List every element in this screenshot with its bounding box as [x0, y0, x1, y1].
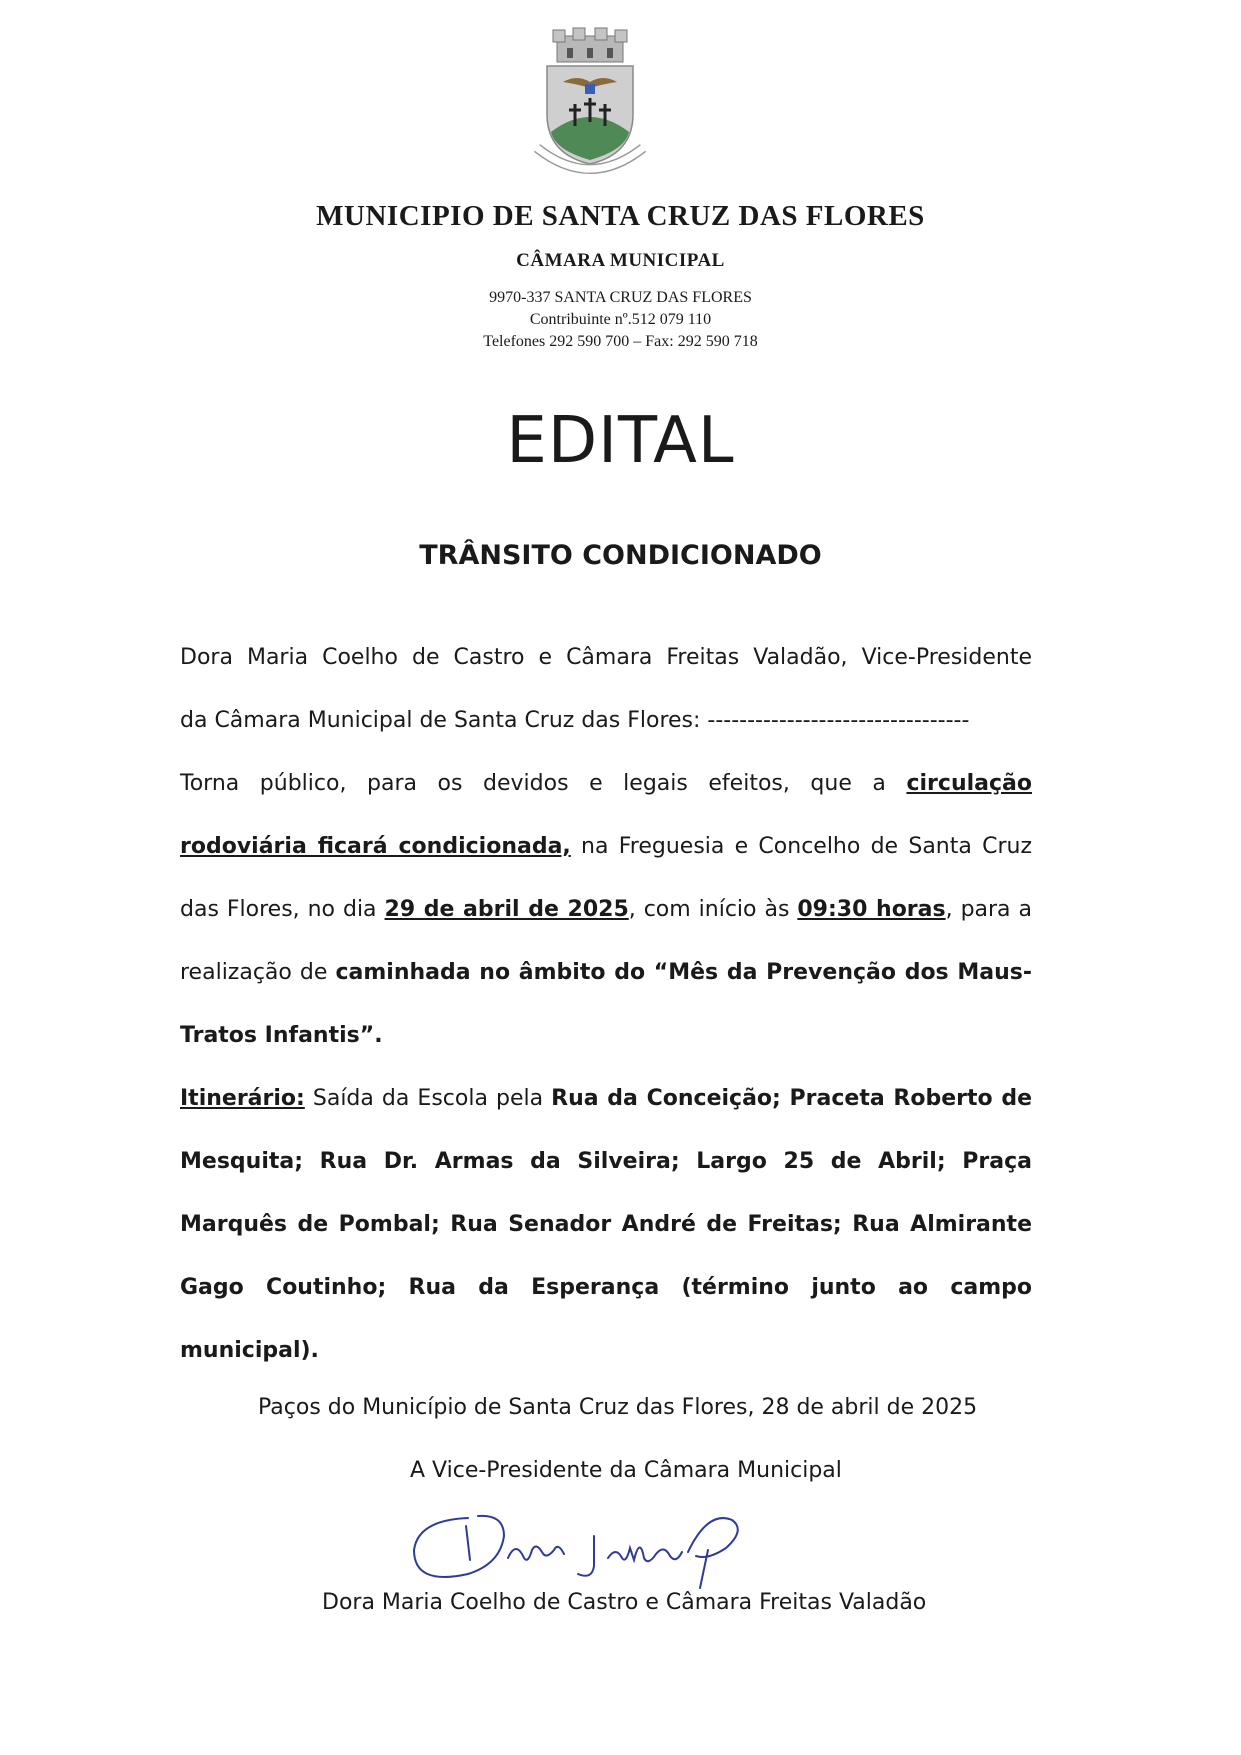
event-date: 29 de abril de 2025 — [384, 897, 629, 922]
text-run: Torna público, para os devidos e legais efeitos, que a — [180, 771, 907, 796]
body-line: da Câmara Municipal de Santa Cruz das Flores: --------------------------------- — [180, 708, 970, 733]
phone-line: Telefones 292 590 700 – Fax: 292 590 718 — [483, 333, 758, 350]
itinerary-line: municipal). — [180, 1338, 319, 1363]
emphasis-run: caminhada no âmbito do “Mês da Prevenção dos Maus- — [335, 960, 1032, 985]
text-run: na Freguesia e Concelho de Santa Cruz — [570, 834, 1032, 859]
place-date: Paços do Município de Santa Cruz das Flores, 28 de abril de 2025 — [258, 1395, 978, 1420]
emphasis-run: rodoviária ficará condicionada, — [180, 834, 571, 859]
itinerary-line: Mesquita; Rua Dr. Armas da Silveira; Largo 25 de Abril; Praça — [180, 1149, 1032, 1174]
municipal-crest-logo — [515, 22, 665, 182]
tax-id-line: Contribuinte nº.512 079 110 — [529, 311, 712, 328]
edital-body — [180, 626, 1032, 1382]
text-run: realização de — [180, 960, 336, 985]
body-line — [180, 815, 1032, 878]
camara-heading: CÂMARA MUNICIPAL — [516, 250, 725, 271]
body-line: Tratos Infantis”. — [180, 1023, 383, 1048]
itinerary-line: Marquês de Pombal; Rua Senador André de Freitas; Rua Almirante — [180, 1212, 1032, 1237]
body-line — [180, 752, 1032, 815]
event-time: 09:30 horas — [797, 897, 946, 922]
page-subtitle: TRÂNSITO CONDICIONADO — [419, 540, 822, 571]
body-line — [180, 878, 1032, 941]
body-line: Dora Maria Coelho de Castro e Câmara Freitas Valadão, Vice-Presidente — [180, 645, 1032, 670]
signatory-role: A Vice-Presidente da Câmara Municipal — [410, 1458, 842, 1483]
signatory-name: Dora Maria Coelho de Castro e Câmara Freitas Valadão — [322, 1590, 927, 1615]
text-run: , para a — [945, 897, 1032, 922]
page-title: EDITAL — [506, 404, 735, 478]
itinerary-line — [180, 1067, 1032, 1130]
emphasis-run: Rua da Conceição; Praceta Roberto de — [551, 1086, 1033, 1111]
itinerary-line: Gago Coutinho; Rua da Esperança (término junto ao campo — [180, 1275, 1032, 1300]
municipality-name: MUNICIPIO DE SANTA CRUZ DAS FLORES — [316, 200, 925, 232]
text-run: das Flores, no dia — [180, 897, 385, 922]
text-run: , com início às — [628, 897, 798, 922]
body-line — [180, 941, 1032, 1004]
handwritten-signature — [408, 1500, 768, 1590]
itinerary-label: Itinerário: — [180, 1086, 305, 1111]
text-run: Saída da Escola pela — [304, 1086, 552, 1111]
address-line: 9970-337 SANTA CRUZ DAS FLORES — [489, 289, 752, 306]
emphasis-run: circulação — [906, 771, 1032, 796]
contact-block — [0, 287, 1241, 353]
